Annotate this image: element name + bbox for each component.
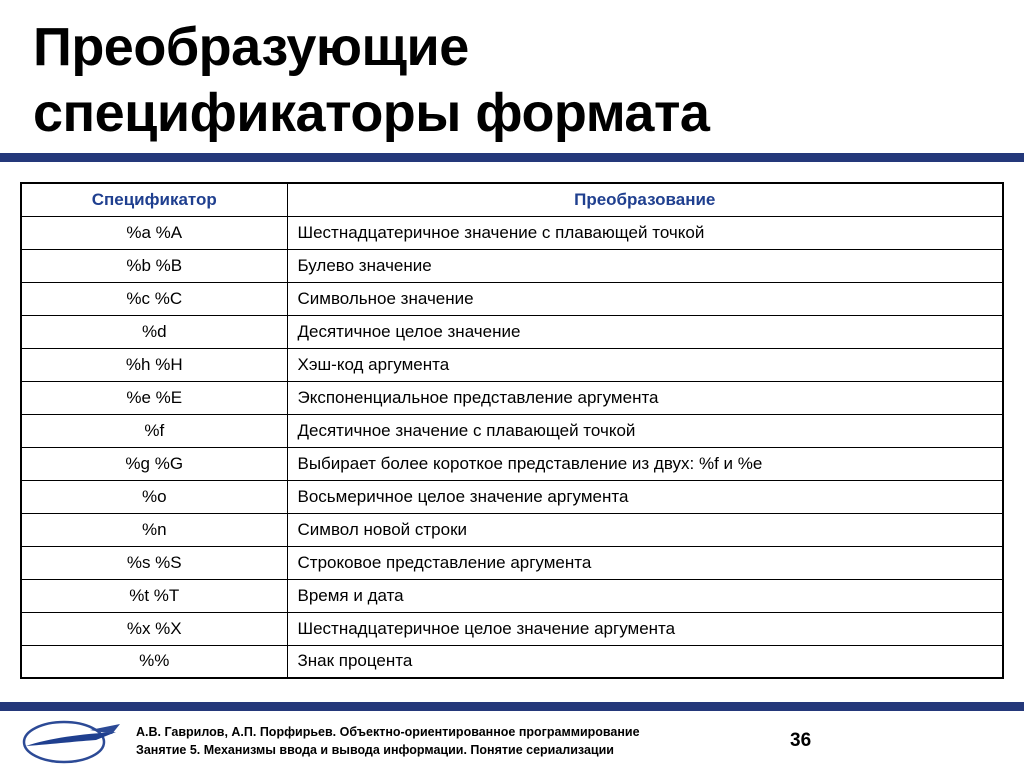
page-number: 36 [790, 730, 812, 751]
specifier-cell: %h %H [21, 348, 287, 381]
bottom-divider [0, 702, 1024, 711]
conversion-cell: Символ новой строки [287, 513, 1003, 546]
footer-credits [136, 723, 640, 759]
table-row [21, 480, 1003, 513]
top-divider [0, 153, 1024, 162]
conversion-cell: Хэш-код аргумента [287, 348, 1003, 381]
table-row [21, 282, 1003, 315]
column-header-specifier: Спецификатор [21, 183, 287, 216]
conversion-cell: Время и дата [287, 579, 1003, 612]
footer-authors-course: А.В. Гаврилов, А.П. Порфирьев. Объектно-ориентированное программирование [136, 725, 640, 739]
conversion-cell: Знак процента [287, 645, 1003, 678]
specifier-cell: %% [21, 645, 287, 678]
table-row [21, 216, 1003, 249]
specifier-cell: %g %G [21, 447, 287, 480]
table-row [21, 348, 1003, 381]
table-row [21, 447, 1003, 480]
table-row [21, 513, 1003, 546]
conversion-cell: Экспоненциальное представление аргумента [287, 381, 1003, 414]
university-logo-icon [20, 716, 130, 766]
table-row [21, 579, 1003, 612]
specifier-cell: %x %X [21, 612, 287, 645]
conversion-cell: Десятичное значение с плавающей точкой [287, 414, 1003, 447]
specifier-cell: %s %S [21, 546, 287, 579]
table-row [21, 645, 1003, 678]
specifier-cell: %f [21, 414, 287, 447]
format-specifier-table [20, 182, 1004, 679]
page-title-line-1: Преобразующие [33, 17, 469, 77]
table-header-row [21, 183, 1003, 216]
conversion-cell: Шестнадцатеричное значение с плавающей точкой [287, 216, 1003, 249]
page-title-line-2: спецификаторы формата [33, 83, 710, 143]
specifier-cell: %b %B [21, 249, 287, 282]
footer-lesson: Занятие 5. Механизмы ввода и вывода информации. Понятие сериализации [136, 743, 614, 757]
specifier-cell: %e %E [21, 381, 287, 414]
specifier-cell: %d [21, 315, 287, 348]
specifier-cell: %o [21, 480, 287, 513]
table-row [21, 249, 1003, 282]
table-row [21, 612, 1003, 645]
conversion-cell: Строковое представление аргумента [287, 546, 1003, 579]
conversion-cell: Выбирает более короткое представление из двух: %f и %e [287, 447, 1003, 480]
specifier-cell: %c %C [21, 282, 287, 315]
table-row [21, 315, 1003, 348]
conversion-cell: Шестнадцатеричное целое значение аргумента [287, 612, 1003, 645]
specifier-cell: %n [21, 513, 287, 546]
specifier-cell: %t %T [21, 579, 287, 612]
conversion-cell: Десятичное целое значение [287, 315, 1003, 348]
table-row [21, 381, 1003, 414]
table-row [21, 414, 1003, 447]
table-row [21, 546, 1003, 579]
page-title [33, 14, 993, 146]
column-header-conversion: Преобразование [287, 183, 1003, 216]
conversion-cell: Восьмеричное целое значение аргумента [287, 480, 1003, 513]
conversion-cell: Символьное значение [287, 282, 1003, 315]
conversion-cell: Булево значение [287, 249, 1003, 282]
specifier-cell: %a %A [21, 216, 287, 249]
